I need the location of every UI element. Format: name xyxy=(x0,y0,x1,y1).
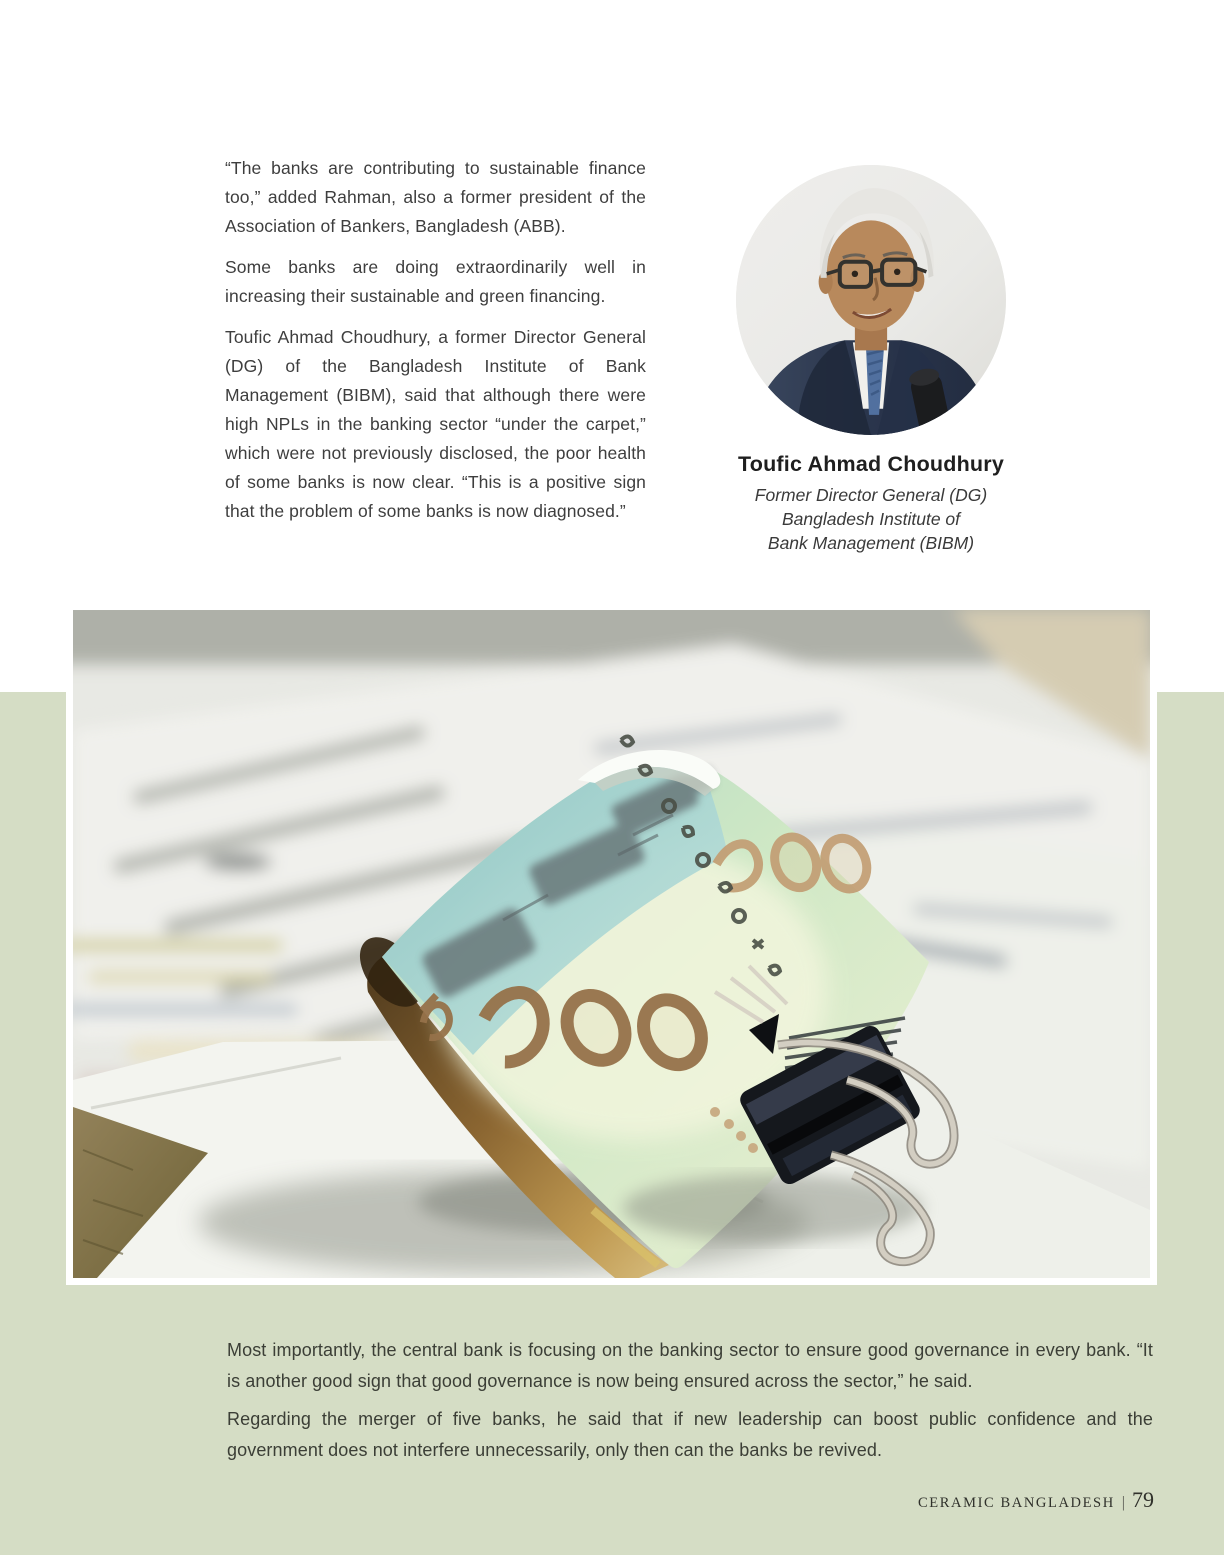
paragraph: Regarding the merger of five banks, he said that if new leadership can boost public confidence and the government does not interfere unnecessarily, only then can the banks be revived. xyxy=(227,1409,1153,1460)
banknote-photo-illustration xyxy=(73,610,1150,1278)
profile-title-line: Bangladesh Institute of xyxy=(781,509,961,529)
portrait-illustration xyxy=(736,165,1006,435)
profile-name: Toufic Ahmad Choudhury xyxy=(738,452,1004,476)
profile-block xyxy=(701,165,1041,555)
paragraph: Most importantly, the central bank is focusing on the banking sector to ensure good governance in every bank. “It is another good sign that good governance is now being ensured across the sector,” he said. xyxy=(227,1340,1153,1391)
profile-title xyxy=(701,483,1041,555)
profile-title-line: Bank Management (BIBM) xyxy=(767,533,975,553)
feature-photo-frame xyxy=(66,603,1157,1285)
page-number: 79 xyxy=(1132,1487,1154,1512)
paragraph: Toufic Ahmad Choudhury, a former Director General (DG) of the Bangladesh Institute of Bank Management (BIBM), said that although there were high NPLs in the banking sector “under the carpet,” which were not previously disclosed, the poor health of some banks is now clear. “This is a positive sign that the problem of some banks is now diagnosed.” xyxy=(225,327,646,521)
profile-title-line: Former Director General (DG) xyxy=(754,485,988,505)
paragraph: “The banks are contributing to sustainable finance too,” added Rahman, also a former president of the Association of Bankers, Bangladesh (ABB). xyxy=(225,158,646,236)
footer-separator: | xyxy=(1121,1494,1125,1511)
page-footer xyxy=(918,1487,1154,1513)
article-bottom-block xyxy=(227,1335,1153,1473)
paragraph: Some banks are doing extraordinarily well in increasing their sustainable and green financing. xyxy=(225,257,646,306)
footer-brand: CERAMIC BANGLADESH xyxy=(918,1495,1115,1511)
portrait-photo xyxy=(736,165,1006,435)
article-top-column xyxy=(225,154,646,538)
